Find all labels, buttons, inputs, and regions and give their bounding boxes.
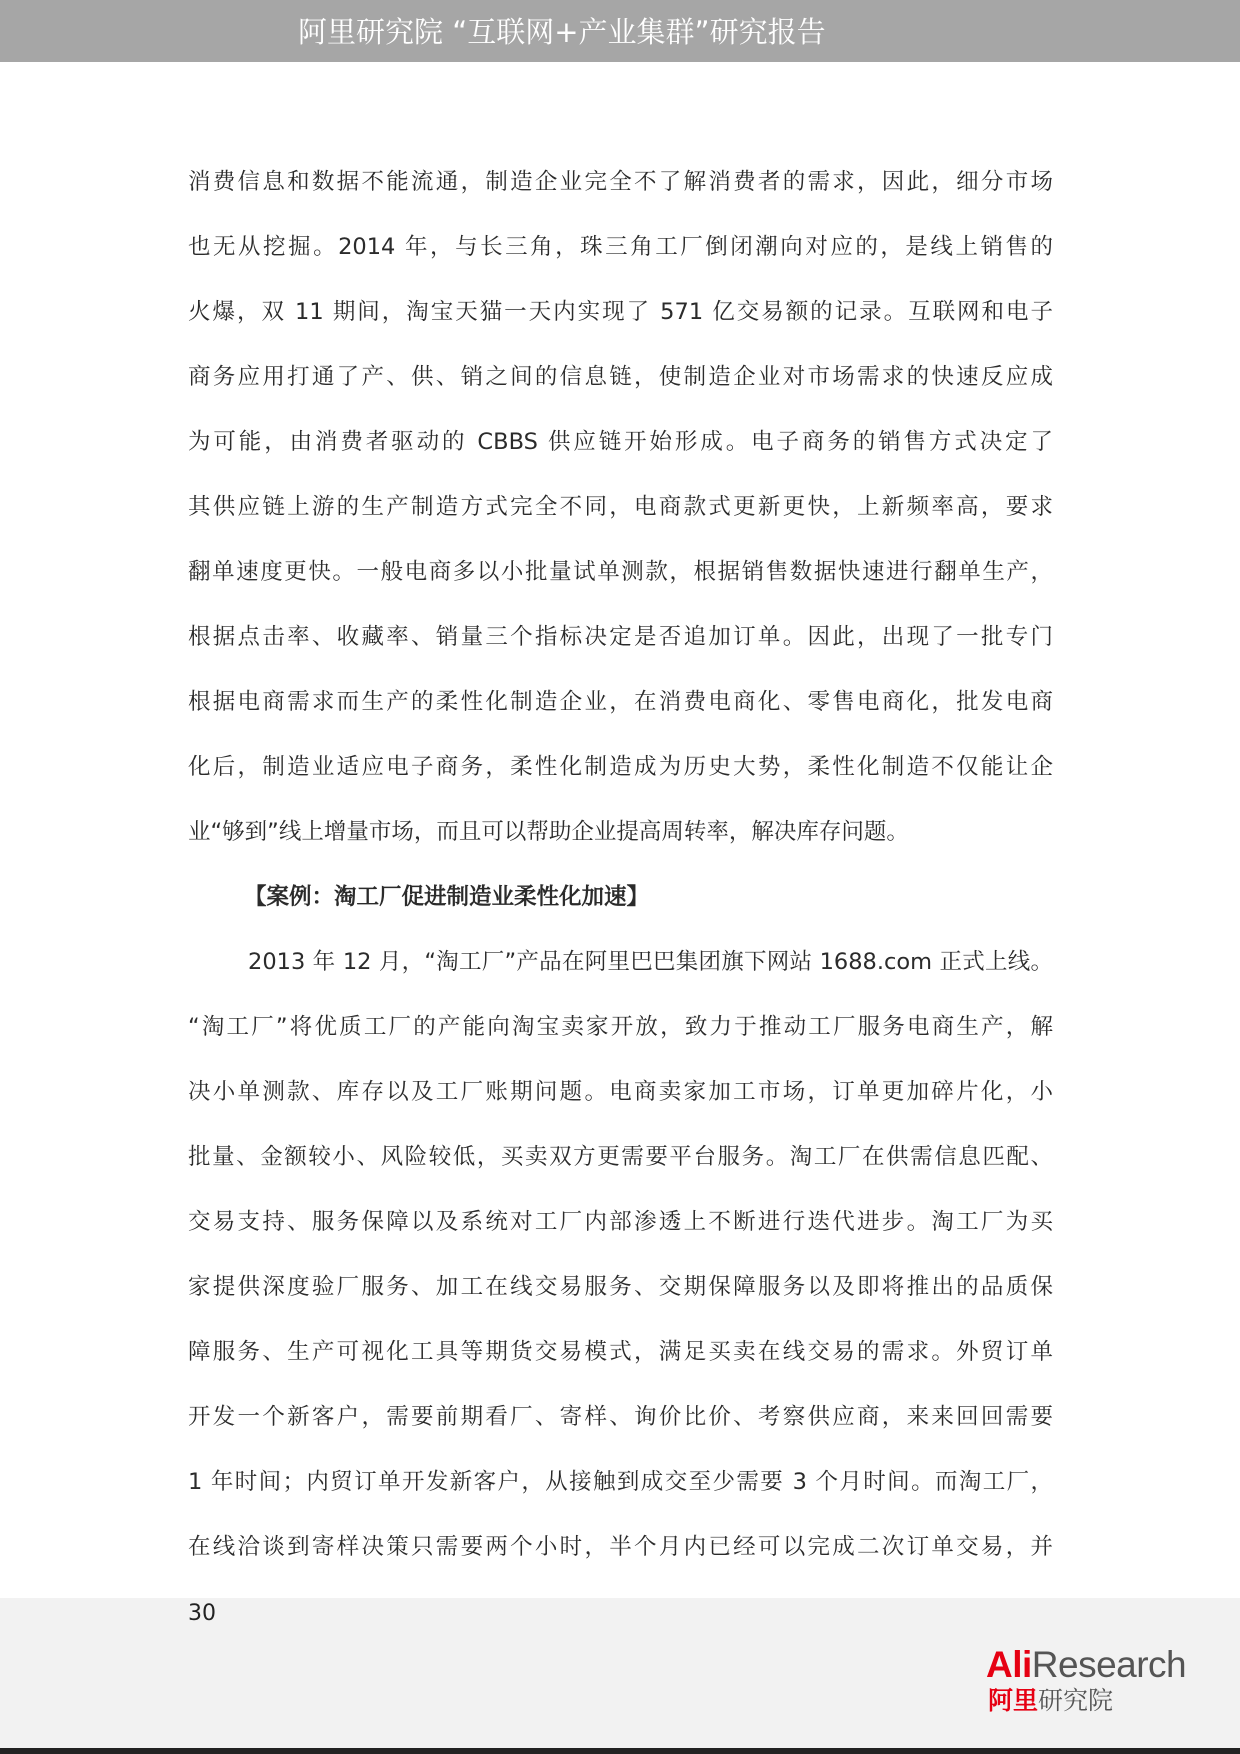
case-heading: 【案例：淘工厂促进制造业柔性化加速】 [244,884,650,910]
paragraph-line: 根据点击率、收藏率、销量三个指标决定是否追加订单。因此，出现了一批专门 [188,624,1053,650]
case-paragraph-line: 决小单测款、库存以及工厂账期问题。电商卖家加工市场，订单更加碎片化，小 [188,1079,1053,1105]
logo-wordmark [986,1646,1186,1684]
paragraph-line: 也无从挖掘。2014 年，与长三角，珠三角工厂倒闭潮向对应的，是线上销售的 [188,234,1053,260]
paragraph-line: 商务应用打通了产、供、销之间的信息链，使制造企业对市场需求的快速反应成 [188,364,1053,390]
paragraph-line: 业“够到”线上增量市场，而且可以帮助企业提高周转率，解决库存问题。 [188,819,909,845]
case-paragraph-line: 障服务、生产可视化工具等期货交易模式，满足买卖在线交易的需求。外贸订单 [188,1339,1053,1365]
paragraph-line: 消费信息和数据不能流通，制造企业完全不了解消费者的需求，因此，细分市场 [188,169,1053,195]
paragraph-line: 为可能，由消费者驱动的 CBBS 供应链开始形成。电子商务的销售方式决定了 [188,429,1053,455]
aliresearch-logo [986,1646,1212,1716]
logo-cn-gray-text: 研究院 [1038,1686,1114,1715]
page-number: 30 [188,1601,216,1626]
header-bar [0,0,1240,62]
bottom-bar [0,1748,1240,1754]
case-paragraph-line: “淘工厂”将优质工厂的产能向淘宝卖家开放，致力于推动工厂服务电商生产，解 [188,1014,1053,1040]
case-paragraph-line: 批量、金额较小、风险较低，买卖双方更需要平台服务。淘工厂在供需信息匹配、 [188,1144,1053,1170]
paragraph-line: 化后，制造业适应电子商务，柔性化制造成为历史大势，柔性化制造不仅能让企 [188,754,1053,780]
paragraph-line: 根据电商需求而生产的柔性化制造企业，在消费电商化、零售电商化，批发电商 [188,689,1053,715]
body-text [188,162,1053,1592]
report-title: 阿里研究院 “互联网+产业集群”研究报告 [298,15,826,49]
paragraph-line: 翻单速度更快。一般电商多以小批量试单测款，根据销售数据快速进行翻单生产， [188,559,1053,585]
case-paragraph-line: 在线洽谈到寄样决策只需要两个小时，半个月内已经可以完成二次订单交易，并 [188,1534,1053,1560]
case-paragraph-line: 交易支持、服务保障以及系统对工厂内部渗透上不断进行迭代进步。淘工厂为买 [188,1209,1053,1235]
case-paragraph-line: 1 年时间；内贸订单开发新客户，从接触到成交至少需要 3 个月时间。而淘工厂， [188,1469,1053,1495]
case-paragraph-line: 2013 年 12 月，“淘工厂”产品在阿里巴巴集团旗下网站 1688.com 正式上线。 [248,949,1053,975]
logo-cn-red-text: 阿里 [988,1686,1039,1715]
case-paragraph-line: 开发一个新客户，需要前期看厂、寄样、询价比价、考察供应商，来来回回需要 [188,1404,1053,1430]
case-paragraph-line: 家提供深度验厂服务、加工在线交易服务、交期保障服务以及即将推出的品质保 [188,1274,1053,1300]
logo-research-text: Research [1031,1644,1187,1685]
paragraph-line: 火爆，双 11 期间，淘宝天猫一天内实现了 571 亿交易额的记录。互联网和电子 [188,299,1053,325]
logo-ali-text: Ali [986,1644,1032,1685]
paragraph-line: 其供应链上游的生产制造方式完全不同，电商款式更新更快，上新频率高，要求 [188,494,1053,520]
logo-chinese [988,1686,1113,1716]
